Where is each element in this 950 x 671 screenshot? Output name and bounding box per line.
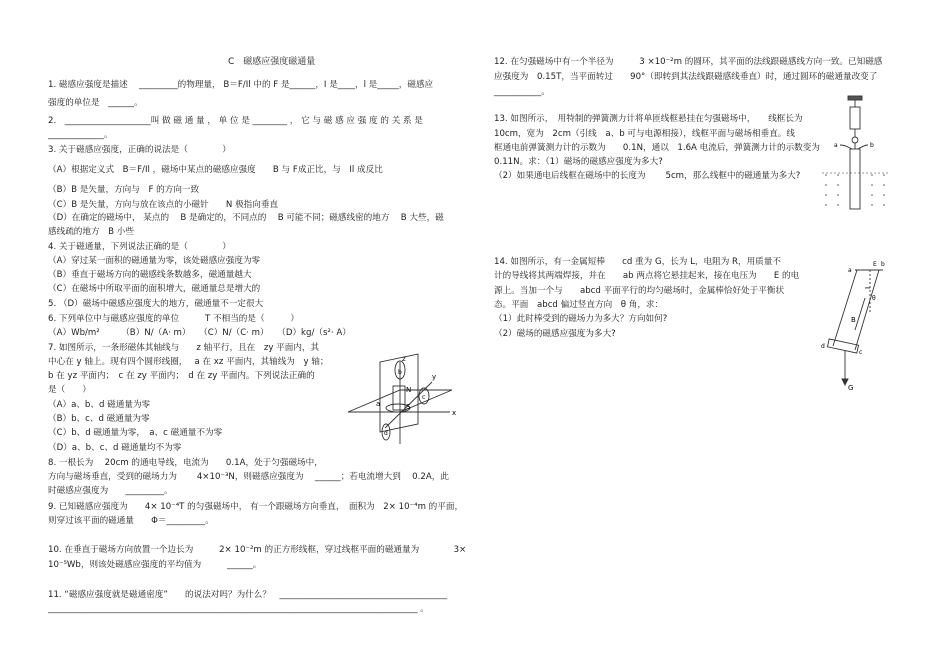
coil-a-label: a (376, 400, 381, 408)
question-3-option-d-cont: 感线疏的地方 B 小些 (48, 227, 134, 237)
question-7-line-4: 是（ ） (48, 385, 91, 395)
question-13-line-2: 10cm，宽为 2cm（引线 a、b 可与电源相接），线框平面与磁场相垂直。线 (494, 129, 795, 139)
question-5: 5. （D）磁场中磁感应强度大的地方，磁通量不一定很大 (48, 299, 264, 309)
question-1: 1. 磁感应强度是描述 _________的物理量， B＝F/Il 中的 F 是______，I 是____，l 是_____，磁感应 (48, 80, 434, 90)
question-3-option-b: （B）B 是矢量，方向与 F 的方向一致 (48, 185, 200, 195)
weight-g-label: G (848, 384, 854, 392)
coil-d-label: d (384, 430, 388, 437)
question-9-line-2: 则穿过该平面的磁通量 Φ＝_________。 (48, 516, 214, 526)
question-4-option-b: （B）垂直于磁场方向的磁感线条数越多，磁通量越大 (48, 270, 252, 280)
question-8: 8. 一根长为 20cm 的通电导线，电流为 0.1A，处于匀强磁场中， (48, 458, 323, 468)
coil-c-label: c (422, 394, 426, 401)
spring-scale-figure (820, 95, 890, 213)
x-axis-label: x (452, 409, 457, 417)
question-13: 13. 如图所示， 用特制的弹簧测力计将单匝线框悬挂在匀强磁场中， 线框长为 (494, 114, 803, 124)
question-11-line-2: ______________________________________________________________________________________ 。 (48, 604, 429, 614)
question-4: 4. 关于磁通量，下列说法正确的是（ ） (48, 242, 231, 252)
question-7-option-a: （A）a、b、d 磁通量为零 (48, 400, 151, 410)
question-9: 9. 已知磁感应强度为 4× 10⁻⁴T 的匀强磁场中， 有一个跟磁场方向垂直， 面积为 2× 10⁻⁴m 的平面， (48, 502, 464, 512)
point-b-label: b (881, 261, 885, 268)
lead-a-label: a (834, 142, 838, 149)
question-2: 2. ____________________叫 做 磁 通 量 ， 单 位 是 ________ ， 它 与 磁 感 应 强 度 的 关 系 是 (48, 116, 423, 126)
question-13-line-4: 0.11N。求：（1）磁场的磁感应强度为多大? (494, 157, 663, 167)
question-10-line-2: 10⁻⁵Wb，则该处磁感应强度的平均值为 ______。 (48, 560, 262, 570)
question-1-cont: 强度的单位是 ______。 (48, 98, 143, 108)
question-12: 12. 在匀强磁场中有一个半径为 3 ×10⁻²m 的圆环，其平面的法线跟磁感线方向一致。已知磁感 (494, 57, 883, 67)
question-6: 6. 下列单位中与磁感应强度的单位 T 不相当的是（ ） (48, 314, 299, 324)
question-14: 14. 如图所示，有一金属短棒 cd 重为 G，长为 L，电阻为 R，用质量不 (494, 257, 781, 267)
question-6-options: （A）Wb/m² （B）N/（A· m） （C）N/（C· m） （D）kg/（s²· A） (48, 328, 351, 338)
question-11: 11. “磁感应强度就是磁通密度” 的说法对吗？为什么？ _______________________________________ (48, 590, 448, 600)
question-13-line-5: （2）如果通电后线框在磁场中的长度为 5cm，那么线框中的磁通量为多大? (494, 171, 801, 181)
question-14-line-2: 计的导线将其两端焊接，并在 ab 两点将它悬挂起来，接在电压为 E 的电 (494, 271, 800, 281)
question-2-cont: _____________。 (48, 130, 113, 140)
coil-b-label: b (398, 369, 402, 376)
field-b-label: B (851, 316, 856, 324)
question-10: 10. 在垂直于磁场方向放置一个边长为 2× 10⁻²m 的正方形线框，穿过线框平面的磁通量为 3× (48, 545, 467, 555)
question-14-line-6: （2）磁场的磁感应强度为多大? (494, 329, 616, 339)
question-4-option-c: （C）在磁场中所取平面的面积增大，磁通量总是增大的 (48, 284, 261, 294)
question-3: 3. 关于磁感应强度，正确的说法是（ ） (48, 145, 231, 155)
question-13-line-3: 框通电前弹簧测力计的示数为 0.1N，通以 1.6A 电流后，弹簧测力计的示数变为 (494, 143, 820, 153)
question-14-line-3: 源上。当加一个与 abcd 平面平行的均匀磁场时，金属棒恰好处于平衡状 (494, 286, 785, 296)
magnet-coils-figure (340, 352, 460, 452)
field-dots (825, 174, 885, 206)
hanging-rod-figure (815, 258, 890, 393)
question-14-line-5: （1）此时棒受到的磁场力为多大？方向如何? (494, 314, 668, 324)
magnet-n-label: N (406, 386, 412, 394)
wire-frame (850, 149, 860, 209)
question-12-line-2: 应强度为 0.15T，当平面转过 90°（即转到其法线跟磁感线垂直）时，通过圆环的磁通量改变了 (494, 72, 878, 82)
point-c-label: c (859, 349, 863, 356)
point-d-label: d (821, 343, 825, 350)
yz-plane (380, 354, 418, 432)
question-7: 7. 如图所示，一条形磁体其轴线与 z 轴平行，且在 zy 平面内，其 (48, 343, 320, 353)
angle-theta-label: θ (872, 295, 876, 302)
question-8-line-2: 方向与磁场垂直，受到的磁场力为 4×10⁻³N，则磁感应强度为 ______；若电流增大到 0.2A，此 (48, 472, 449, 482)
y-axis-label: y (432, 373, 437, 381)
point-a-label: a (848, 267, 852, 274)
question-4-option-a: （A）穿过某一面积的磁通量为零，该处磁感应强度为零 (48, 256, 261, 266)
question-14-line-4: 态。平面 abcd 偏过竖直方向 θ 角，求： (494, 300, 664, 310)
spring-scale (850, 107, 860, 129)
question-7-option-b: （B）b、c、d 磁通量为零 (48, 414, 150, 424)
lead-b-label: b (870, 142, 874, 149)
question-7-line-3: b 在 yz 平面内； c 在 zy 平面内； d 在 zy 平面内。下列说法正确的 (48, 371, 315, 381)
question-7-option-c: （C）b、d 磁通量为零， a、c 磁通量不为零 (48, 428, 223, 438)
metal-rod (827, 339, 858, 353)
question-12-line-3: ___________。 (494, 87, 550, 97)
source-e-label: E (873, 261, 877, 268)
question-8-line-3: 时磁感应强度为 _________。 (48, 486, 173, 496)
question-3-option-d: （D）在确定的磁场中， 某点的 B 是确定的，不同点的 B 可能不同；磁感线密的地方 B 大些，磁 (48, 213, 444, 223)
magnet-s-label: S (406, 403, 411, 411)
z-axis-label: z (402, 355, 406, 363)
question-3-option-c: （C）B 是矢量，方向与放在该点的小磁针 N 极指向垂直 (48, 200, 279, 210)
question-3-option-a: （A）根据定义式 B＝F/Il ，磁场中某点的磁感应强度 B 与 F成正比，与 Il 成反比 (48, 165, 383, 175)
question-7-line-2: 中心在 y 轴上。现有四个圆形线圈， a 在 xz 平面内，其轴线为 y 轴； (48, 357, 329, 367)
page-title: C 磁感应强度磁通量 (228, 57, 316, 67)
question-7-option-d: （D）a、b、c、d 磁通量均不为零 (48, 443, 182, 453)
